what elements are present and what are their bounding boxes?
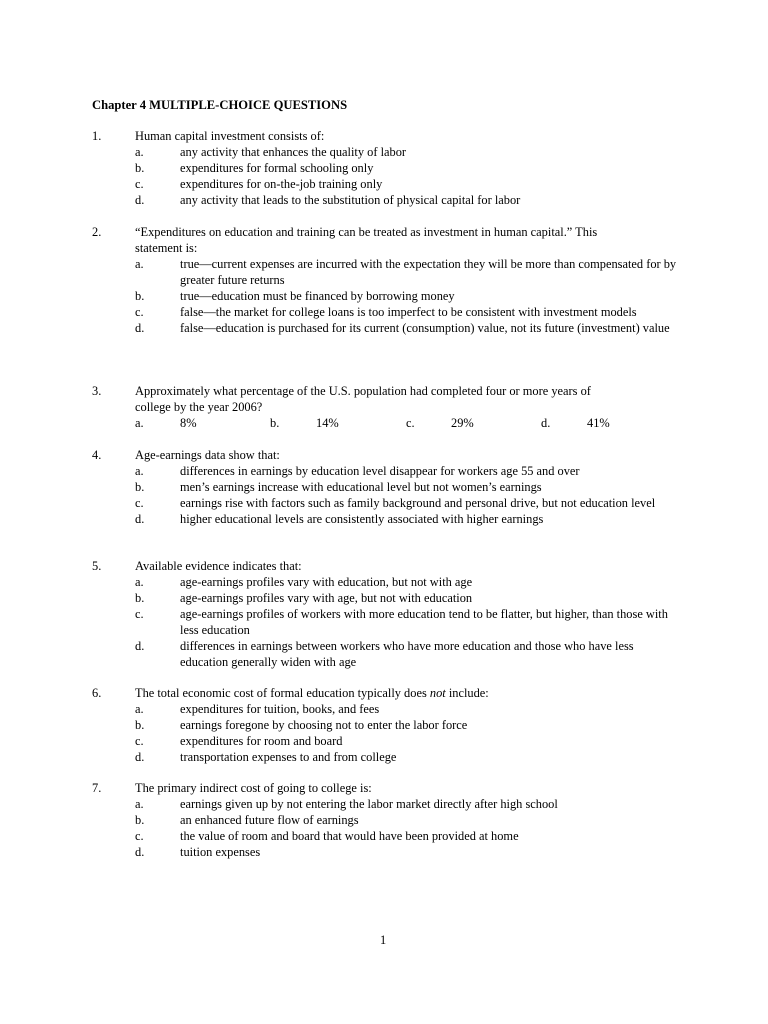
question-2	[0, 224, 768, 336]
option-d	[0, 844, 768, 860]
option-b	[0, 288, 768, 304]
question-stem: Human capital investment consists of:	[135, 129, 325, 143]
option-letter: d.	[135, 512, 145, 526]
question-number: 3.	[92, 384, 102, 398]
question-3	[0, 383, 768, 431]
option-text: earnings given up by not entering the labor market directly after high school	[180, 797, 558, 811]
option-c	[0, 828, 768, 844]
option-d	[0, 320, 768, 336]
option-a	[0, 463, 768, 479]
option-letter: d.	[135, 639, 145, 653]
option-c	[0, 733, 768, 749]
option-text: 8%	[180, 416, 197, 430]
question-stem: Available evidence indicates that:	[135, 559, 302, 573]
option-letter: c.	[135, 607, 144, 621]
option-text: false—the market for college loans is too imperfect to be consistent with investment models	[180, 305, 637, 319]
option-text: earnings rise with factors such as family background and personal drive, but not education level	[180, 496, 656, 510]
question-stem	[135, 685, 489, 701]
option-c	[0, 606, 768, 638]
option-c	[0, 176, 768, 192]
option-letter: a.	[135, 797, 144, 811]
option-text: expenditures for room and board	[180, 734, 343, 748]
question-stem-continued: college by the year 2006?	[135, 400, 263, 414]
question-7	[0, 780, 768, 860]
option-c	[0, 495, 768, 511]
option-text: expenditures for formal schooling only	[180, 161, 374, 175]
option-text: the value of room and board that would have been provided at home	[180, 829, 519, 843]
option-text: tuition expenses	[180, 845, 261, 859]
page-title: Chapter 4 MULTIPLE-CHOICE QUESTIONS	[92, 98, 348, 112]
option-text: an enhanced future flow of earnings	[180, 813, 359, 827]
option-letter: a.	[135, 464, 144, 478]
option-letter: a.	[135, 575, 144, 589]
option-text: expenditures for tuition, books, and fees	[180, 702, 380, 716]
stem-text: The total economic cost of formal education typically does	[135, 686, 430, 700]
option-b	[0, 590, 768, 606]
question-number: 4.	[92, 448, 102, 462]
option-text: 14%	[316, 416, 339, 430]
question-number: 6.	[92, 686, 102, 700]
option-a	[0, 701, 768, 717]
option-a	[0, 574, 768, 590]
option-letter: a.	[135, 257, 144, 271]
option-letter: b.	[135, 591, 145, 605]
option-text: earnings foregone by choosing not to enter the labor force	[180, 718, 468, 732]
option-letter: b.	[135, 161, 145, 175]
question-stem: Approximately what percentage of the U.S. population had completed four or more years of	[135, 384, 591, 398]
option-text: age-earnings profiles of workers with more education tend to be flatter, but higher, than those with less education	[180, 607, 668, 637]
option-text: differences in earnings between workers who have more education and those who have less education generally widen with age	[180, 639, 634, 669]
question-stem: “Expenditures on education and training can be treated as investment in human capital.” This	[135, 225, 598, 239]
option-d	[0, 749, 768, 765]
option-b	[0, 479, 768, 495]
question-6	[0, 685, 768, 765]
option-letter: d.	[541, 416, 551, 430]
option-letter: d.	[135, 321, 145, 335]
option-text: any activity that leads to the substitution of physical capital for labor	[180, 193, 521, 207]
option-text: true—education must be financed by borrowing money	[180, 289, 455, 303]
option-text: differences in earnings by education level disappear for workers age 55 and over	[180, 464, 580, 478]
option-letter: d.	[135, 750, 145, 764]
option-text: any activity that enhances the quality of labor	[180, 145, 407, 159]
option-letter: a.	[135, 702, 144, 716]
option-a	[0, 144, 768, 160]
option-text: age-earnings profiles vary with age, but not with education	[180, 591, 473, 605]
option-a	[0, 256, 768, 288]
question-1	[0, 128, 768, 208]
question-stem: The primary indirect cost of going to college is:	[135, 781, 372, 795]
option-b	[0, 812, 768, 828]
question-number: 1.	[92, 129, 102, 143]
question-stem: Age-earnings data show that:	[135, 448, 280, 462]
inline-options	[0, 415, 768, 431]
option-text: 41%	[587, 416, 610, 430]
option-letter: a.	[135, 416, 144, 430]
option-letter: d.	[135, 845, 145, 859]
option-letter: b.	[135, 480, 145, 494]
question-number: 7.	[92, 781, 102, 795]
option-d	[0, 192, 768, 208]
stem-text: include:	[445, 686, 489, 700]
option-text: transportation expenses to and from college	[180, 750, 397, 764]
option-d	[0, 511, 768, 527]
option-letter: c.	[135, 496, 144, 510]
option-letter: b.	[135, 718, 145, 732]
option-b	[0, 160, 768, 176]
question-4	[0, 447, 768, 527]
option-c	[0, 304, 768, 320]
option-letter: c.	[135, 177, 144, 191]
option-d	[0, 638, 768, 670]
question-number: 2.	[92, 225, 102, 239]
question-number: 5.	[92, 559, 102, 573]
option-text: true—current expenses are incurred with the expectation they will be more than compensated for by greater future returns	[180, 257, 677, 287]
option-text: higher educational levels are consistently associated with higher earnings	[180, 512, 544, 526]
option-letter: c.	[135, 734, 144, 748]
question-stem-continued: statement is:	[135, 241, 198, 255]
question-5	[0, 558, 768, 670]
option-letter: c.	[406, 416, 415, 430]
option-letter: b.	[135, 289, 145, 303]
stem-emphasis: not	[429, 686, 446, 700]
option-text: age-earnings profiles vary with education, but not with age	[180, 575, 473, 589]
option-a	[0, 796, 768, 812]
option-letter: c.	[135, 305, 144, 319]
option-text: men’s earnings increase with educational level but not women’s earnings	[180, 480, 542, 494]
page-number: 1	[380, 933, 387, 947]
option-letter: d.	[135, 193, 145, 207]
option-letter: b.	[135, 813, 145, 827]
option-letter: c.	[135, 829, 144, 843]
option-letter: a.	[135, 145, 144, 159]
option-text: 29%	[451, 416, 474, 430]
option-text: false—education is purchased for its current (consumption) value, not its future (investment) value	[180, 321, 670, 335]
option-text: expenditures for on-the-job training only	[180, 177, 383, 191]
option-b	[0, 717, 768, 733]
option-letter: b.	[270, 416, 280, 430]
